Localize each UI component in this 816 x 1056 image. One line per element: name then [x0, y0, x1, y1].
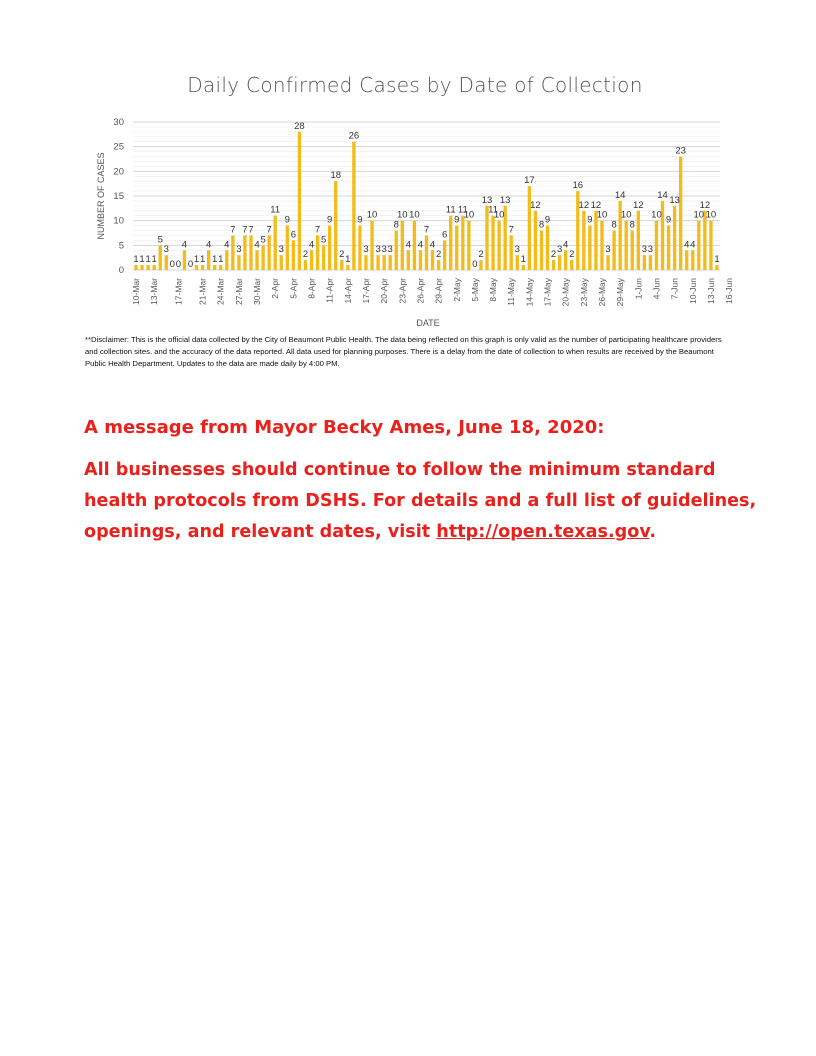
- bar: [292, 240, 295, 270]
- bar: [691, 250, 694, 270]
- x-tick-label: 10-Jun: [687, 278, 698, 304]
- bar: [552, 260, 555, 270]
- data-label: 4: [690, 239, 696, 251]
- bar: [625, 221, 628, 270]
- data-label: 7: [423, 224, 430, 236]
- x-tick-label: 4-Jun: [651, 278, 662, 300]
- x-tick-label: 7-Jun: [669, 278, 680, 300]
- data-label: 4: [405, 239, 411, 251]
- data-label: 4: [254, 239, 260, 251]
- data-label: 8: [611, 219, 617, 231]
- x-axis-ticks: [131, 277, 734, 306]
- y-axis-label: NUMBER OF CASES: [96, 152, 106, 240]
- bar: [382, 255, 385, 270]
- data-label: 10: [493, 209, 505, 221]
- data-label: 4: [308, 239, 315, 251]
- bar: [467, 221, 470, 270]
- message-end: .: [649, 522, 657, 542]
- data-label: 6: [442, 229, 448, 241]
- data-label: 1: [212, 254, 218, 266]
- data-label: 2: [478, 249, 484, 261]
- data-label: 7: [242, 224, 248, 236]
- data-label: 1: [218, 254, 224, 266]
- bar: [243, 235, 246, 270]
- data-label: 4: [224, 239, 230, 251]
- x-tick-label: 27-Mar: [233, 278, 244, 305]
- data-label: 10: [397, 209, 408, 221]
- data-label: 14: [614, 189, 626, 201]
- x-tick-label: 14-May: [524, 278, 535, 307]
- data-label: 2: [569, 249, 575, 261]
- bar: [286, 226, 289, 270]
- data-label: 10: [705, 209, 717, 221]
- data-label: 10: [366, 209, 378, 221]
- open-texas-link[interactable]: http://open.texas.gov: [436, 522, 650, 542]
- data-label: 28: [294, 120, 305, 132]
- x-axis-label: DATE: [416, 318, 440, 328]
- x-tick-label: 17-Apr: [360, 278, 371, 304]
- x-tick-label: 17-May: [542, 278, 553, 307]
- x-tick-label: 11-May: [506, 278, 517, 306]
- data-label: 10: [693, 209, 705, 221]
- chart-title: Daily Confirmed Cases by Date of Collection: [187, 73, 643, 97]
- bar: [522, 265, 525, 270]
- bar: [352, 142, 355, 270]
- bar: [219, 265, 222, 270]
- bar: [413, 221, 416, 270]
- data-label: 3: [647, 244, 654, 256]
- bar: [479, 260, 482, 270]
- data-label: 12: [590, 199, 602, 211]
- x-tick-label: 8-May: [488, 278, 499, 302]
- bar: [340, 260, 343, 270]
- data-label: 8: [393, 219, 399, 231]
- x-tick-label: 23-May: [578, 278, 589, 307]
- bar: [358, 226, 361, 270]
- y-tick-label: 10: [113, 215, 124, 227]
- bar: [346, 265, 349, 270]
- data-label: 3: [163, 244, 169, 256]
- y-tick-label: 20: [113, 166, 124, 178]
- y-tick-label: 30: [113, 117, 124, 128]
- bar: [201, 265, 204, 270]
- bar: [643, 255, 646, 270]
- bar: [649, 255, 652, 270]
- bar: [407, 250, 410, 270]
- data-label: 13: [499, 194, 511, 206]
- bar: [401, 221, 404, 270]
- data-label: 0: [472, 259, 478, 270]
- x-tick-label: 10-Mar: [131, 278, 142, 305]
- bar: [431, 250, 434, 270]
- data-label: 17: [524, 175, 535, 187]
- data-label: 5: [320, 234, 327, 246]
- data-label: 9: [454, 214, 460, 226]
- bar: [558, 255, 561, 270]
- data-label: 13: [481, 194, 493, 206]
- bar: [655, 221, 658, 270]
- bar-chart: [0, 0, 816, 330]
- x-tick-label: 26-May: [596, 278, 607, 307]
- bar: [570, 260, 573, 270]
- x-tick-label: 29-May: [615, 278, 626, 307]
- bar: [685, 250, 688, 270]
- bar: [697, 221, 700, 270]
- bar: [316, 235, 319, 270]
- bar: [370, 221, 373, 270]
- data-label: 12: [699, 199, 711, 211]
- x-tick-label: 30-Mar: [252, 278, 263, 305]
- data-label: 9: [284, 214, 290, 226]
- bar: [449, 216, 452, 270]
- bar: [328, 226, 331, 270]
- data-label: 4: [417, 239, 424, 251]
- data-label: 11: [445, 204, 456, 216]
- data-label: 4: [205, 239, 212, 251]
- data-label: 12: [530, 199, 541, 211]
- bar: [637, 211, 640, 270]
- bar: [280, 255, 283, 270]
- data-label: 3: [363, 244, 369, 256]
- x-tick-label: 14-Apr: [342, 278, 353, 304]
- data-label: 3: [278, 244, 284, 256]
- mayor-message-body: [84, 455, 774, 548]
- data-label: 16: [572, 180, 584, 192]
- x-tick-label: 13-Jun: [705, 278, 716, 304]
- data-label: 5: [157, 234, 163, 246]
- data-label: 11: [457, 204, 468, 216]
- data-label: 10: [651, 209, 662, 221]
- bar: [165, 255, 168, 270]
- data-label: 1: [151, 254, 157, 266]
- bar: [600, 221, 603, 270]
- bar: [376, 255, 379, 270]
- data-label: 10: [620, 209, 632, 221]
- bar: [274, 216, 277, 270]
- data-label: 3: [381, 244, 387, 256]
- bar: [159, 245, 162, 270]
- data-label: 10: [409, 209, 420, 221]
- bar: [389, 255, 392, 270]
- data-label: 10: [596, 209, 608, 221]
- bar: [528, 186, 531, 270]
- y-tick-label: 15: [113, 191, 124, 202]
- data-label: 1: [193, 254, 200, 266]
- data-label: 7: [248, 224, 254, 236]
- data-label: 3: [375, 244, 381, 256]
- y-tick-label: 5: [118, 240, 124, 252]
- bar: [183, 250, 186, 270]
- data-label: 7: [230, 224, 236, 236]
- y-axis-ticks: [113, 117, 124, 276]
- bar: [207, 250, 210, 270]
- data-label: 14: [657, 189, 668, 201]
- data-label: 4: [429, 239, 436, 251]
- x-tick-label: 8-Apr: [306, 278, 317, 299]
- y-tick-label: 25: [113, 141, 124, 153]
- data-label: 3: [641, 244, 648, 256]
- x-tick-label: 20-May: [560, 278, 571, 307]
- data-label: 1: [139, 254, 145, 266]
- bar: [267, 235, 270, 270]
- bar: [146, 265, 149, 270]
- y-tick-label: 0: [118, 265, 124, 276]
- data-label: 3: [514, 244, 520, 256]
- bar: [631, 231, 634, 270]
- bar: [249, 235, 252, 270]
- bar: [715, 265, 718, 270]
- data-label: 5: [260, 234, 266, 246]
- data-label: 9: [665, 214, 672, 226]
- bar: [546, 226, 549, 270]
- data-label: 12: [633, 199, 644, 211]
- data-label: 8: [538, 219, 545, 231]
- bar: [425, 235, 428, 270]
- x-tick-label: 11-Apr: [324, 278, 335, 303]
- bar: [516, 255, 519, 270]
- data-label: 1: [714, 254, 720, 266]
- data-label: 11: [488, 204, 499, 216]
- bar: [588, 226, 591, 270]
- bar: [455, 226, 458, 270]
- x-tick-label: 24-Mar: [215, 278, 226, 305]
- data-label: 3: [605, 244, 611, 256]
- data-label: 1: [133, 254, 139, 266]
- data-label: 11: [270, 204, 281, 216]
- bar: [612, 231, 615, 270]
- data-label: 3: [556, 244, 563, 256]
- data-label: 4: [181, 239, 188, 251]
- data-label: 1: [345, 254, 351, 266]
- bar: [334, 181, 337, 270]
- data-label: 6: [290, 229, 297, 241]
- x-tick-label: 23-Apr: [397, 278, 408, 304]
- data-label: 3: [387, 244, 393, 256]
- bar: [310, 250, 313, 270]
- bar: [322, 245, 325, 270]
- x-tick-label: 2-May: [451, 278, 462, 302]
- bar: [497, 221, 500, 270]
- bar: [195, 265, 198, 270]
- data-label: 0: [187, 259, 194, 270]
- data-label: 1: [520, 254, 526, 266]
- bar: [255, 250, 258, 270]
- data-label: 4: [684, 239, 690, 251]
- bar: [437, 260, 440, 270]
- data-label: 2: [339, 249, 345, 261]
- bar: [679, 157, 682, 270]
- bar: [667, 226, 670, 270]
- data-label: 8: [629, 219, 635, 231]
- x-tick-label: 1-Jun: [633, 278, 644, 300]
- data-label: 13: [669, 194, 680, 206]
- bar: [540, 231, 543, 270]
- mayor-message-heading: A message from Mayor Becky Ames, June 18, 2020:: [84, 417, 605, 438]
- data-label: 1: [199, 254, 206, 266]
- bar: [153, 265, 156, 270]
- data-label: 0: [169, 259, 175, 270]
- disclaimer-text: **Disclaimer: This is the official data collected by the City of Beaumont Public Health. The data being reflected on this graph is only valid as the number of participating healthcare providers and collection sites. and the accuracy of the data reported. All data used for planning purposes. There is a delay from the date of collection to when results are received by the Beaumont Public Health Department. Updates to the data are made daily by 4:00 PM.: [85, 335, 722, 368]
- data-label: 9: [544, 214, 551, 226]
- data-label: 7: [314, 224, 321, 236]
- data-label: 10: [463, 209, 475, 221]
- data-label: 7: [266, 224, 272, 236]
- bar: [261, 245, 264, 270]
- bar: [419, 250, 422, 270]
- data-label: 23: [675, 145, 686, 157]
- data-label: 3: [236, 244, 242, 256]
- bar: [225, 250, 228, 270]
- bar: [709, 221, 712, 270]
- data-label: 2: [302, 249, 309, 261]
- data-label: 9: [587, 214, 593, 226]
- x-tick-label: 13-Mar: [149, 278, 160, 305]
- bar: [564, 250, 567, 270]
- bar: [231, 235, 234, 270]
- x-tick-label: 26-Apr: [415, 278, 426, 304]
- data-label: 1: [145, 254, 151, 266]
- data-label: 7: [508, 224, 514, 236]
- x-tick-label: 21-Mar: [197, 278, 208, 305]
- bar: [213, 265, 216, 270]
- bar: [443, 240, 446, 270]
- data-label: 18: [330, 170, 342, 182]
- x-tick-label: 20-Apr: [379, 278, 390, 304]
- bar: [364, 255, 367, 270]
- bar: [395, 231, 398, 270]
- x-tick-label: 17-Mar: [173, 278, 184, 305]
- bar: [140, 265, 143, 270]
- bar: [673, 206, 676, 270]
- data-label: 9: [357, 214, 363, 226]
- bar: [237, 255, 240, 270]
- data-label: 0: [175, 259, 182, 270]
- bar: [491, 216, 494, 270]
- bar: [510, 235, 513, 270]
- x-tick-label: 5-May: [469, 278, 480, 302]
- bar: [461, 216, 464, 270]
- bar: [304, 260, 307, 270]
- data-label: 4: [563, 239, 569, 251]
- bar: [134, 265, 137, 270]
- bar: [606, 255, 609, 270]
- data-label: 12: [578, 199, 590, 211]
- x-tick-label: 16-Jun: [724, 278, 735, 304]
- x-tick-label: 5-Apr: [288, 278, 299, 299]
- x-tick-label: 29-Apr: [433, 278, 444, 304]
- bar: [582, 211, 585, 270]
- data-label: 2: [550, 249, 557, 261]
- bar: [534, 211, 537, 270]
- x-tick-label: 2-Apr: [270, 278, 281, 299]
- bar: [298, 132, 301, 270]
- data-label: 2: [435, 249, 442, 261]
- data-label: 9: [327, 214, 333, 226]
- message-text: All businesses should continue to follow the minimum standard health protocols from DSHS. For details and a full list of guidelines, openings, and relevant dates, visit: [84, 460, 757, 542]
- data-label: 26: [348, 130, 360, 142]
